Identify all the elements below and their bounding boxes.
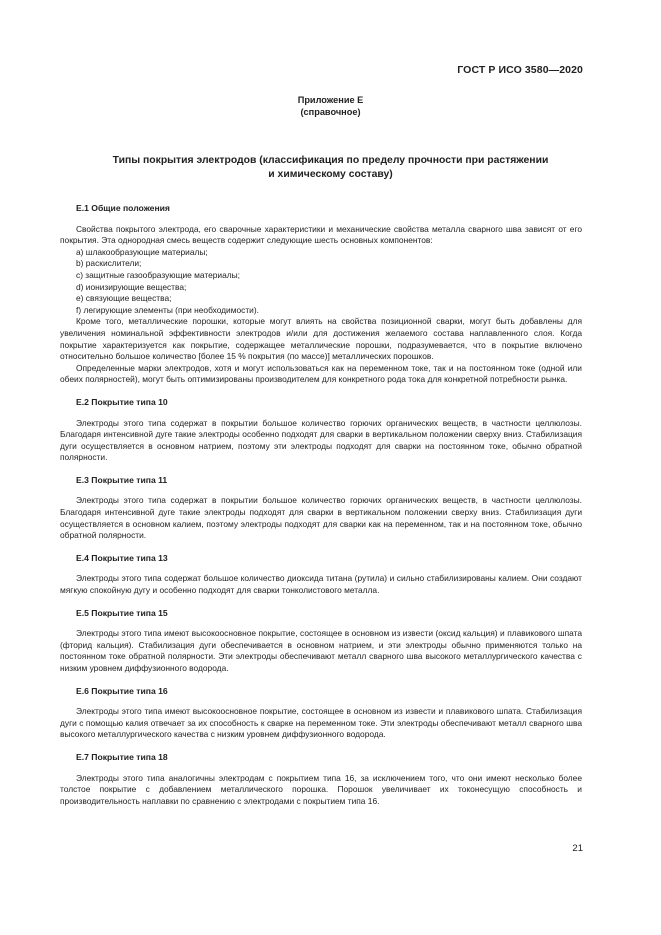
section-heading: Е.2 Покрытие типа 10 xyxy=(76,396,168,407)
section-e4 xyxy=(60,553,582,597)
document-title-line-1: Типы покрытия электродов (классификация по пределу прочности при растяжении xyxy=(112,155,549,166)
list-item: a) шлакообразующие материалы; xyxy=(76,246,208,257)
section-heading: Е.7 Покрытие типа 18 xyxy=(76,751,168,762)
section-heading: Е.4 Покрытие типа 13 xyxy=(76,552,168,563)
paragraph: Электроды этого типа содержат в покрытии большое количество горючих органических веществ, в частности целлюлозы. Благодаря интенсивной дуге такие электроды особенно подходят для сварки в вертикальном положении сверху вниз. Стабилизация дуги осуществляется в основном натрием, поэтому эти электроды подходят для сварки на постоянном токе, обычно обратной полярности. xyxy=(60,417,582,463)
section-e5 xyxy=(60,608,582,675)
section-e2 xyxy=(60,397,582,464)
paragraph: Кроме того, металлические порошки, которые могут влиять на свойства позиционной сварки, могут быть добавлены для увеличения номинальной эффективности электродов и/или для достижения желаемого состава наплавленного слоя. Когда покрытие характеризуется как покрытие, содержащее металлические порошки, подразумевается, что в покрытие включено относительно большое количество [более 15 % покрытия (по массе)] металлических порошков. xyxy=(60,316,582,362)
paragraph: Электроды этого типа содержат большое количество диоксида титана (рутила) и сильно стабилизированы калием. Они создают мягкую спокойную дугу и особенно подходят для сварки тонколистового металла. xyxy=(60,573,582,596)
section-e6 xyxy=(60,686,582,741)
annex-subtitle: (справочное) xyxy=(300,107,361,117)
document-code: ГОСТ Р ИСО 3580—2020 xyxy=(457,64,583,76)
list-item: e) связующие вещества; xyxy=(76,293,172,304)
document-title xyxy=(60,154,601,182)
section-heading: Е.3 Покрытие типа 11 xyxy=(76,474,168,485)
page-number: 21 xyxy=(572,843,583,854)
section-heading: Е.1 Общие положения xyxy=(76,203,170,213)
list-item: f) легирующие элементы (при необходимости). xyxy=(76,304,259,315)
paragraph: Определенные марки электродов, хотя и могут использоваться как на переменном токе, так и на постоянном токе (одной или обеих полярностей), могут быть оптимизированы производителем для конкретного рода тока для конкретной потребности рынка. xyxy=(60,362,582,385)
document-body xyxy=(60,203,582,818)
list-item: d) ионизирующие вещества; xyxy=(76,281,187,292)
paragraph: Электроды этого типа имеют высокоосновное покрытие, состоящее в основном из извести (оксид кальция) и плавикового шпата (фторид кальция). Стабилизация дуги обеспечивается в основном натрием, и эти электроды обычно применяются только на постоянном токе обратной полярности. Эти электроды обеспечивают металл сварного шва высокого металлургического качества с низким уровнем диффузионного водорода. xyxy=(60,628,582,673)
paragraph: Свойства покрытого электрода, его сварочные характеристики и механические свойства металла сварного шва зависят от его покрытия. Эта однородная смесь веществ содержит следующие шесть основных компонентов: xyxy=(60,223,582,246)
section-e3 xyxy=(60,475,582,542)
paragraph: Электроды этого типа аналогичны электродам с покрытием типа 16, за исключением того, что они имеют несколько более толстое покрытие с добавлением металлического порошка. Порошок увеличивает их токонесущую способность и производительность наплавки по сравнению с электродами с покрытием типа 16. xyxy=(60,772,582,806)
section-heading: Е.5 Покрытие типа 15 xyxy=(76,607,168,618)
paragraph: Электроды этого типа содержат в покрытии большое количество горючих органических веществ, в частности целлюлозы. Благодаря интенсивной дуге такие электроды подходят для сварки в вертикальном положении сверху вниз. Стабилизация дуги осуществляется в основном калием, поэтому электроды подходят для сварки как на переменном, так и на постоянном токе, обычно обратной полярности. xyxy=(60,495,582,541)
annex-title: Приложение Е xyxy=(297,95,364,105)
section-e1 xyxy=(60,203,582,386)
paragraph: Электроды этого типа имеют высокоосновное покрытие, состоящее в основном из извести и плавикового шпата. Стабилизация дуги с помощью калия отвечает за их способность к сварке на переменном токе. Эти электроды обеспечивают металл сварного шва высокого металлургического качества с низким уровнем диффузионного водорода. xyxy=(60,706,582,740)
list-item: c) защитные газообразующие материалы; xyxy=(76,269,240,280)
annex-heading xyxy=(0,94,661,118)
document-title-line-2: и химическому составу) xyxy=(268,169,393,180)
list-item: b) раскислители; xyxy=(76,258,142,269)
section-heading: Е.6 Покрытие типа 16 xyxy=(76,685,168,696)
section-e7 xyxy=(60,752,582,807)
